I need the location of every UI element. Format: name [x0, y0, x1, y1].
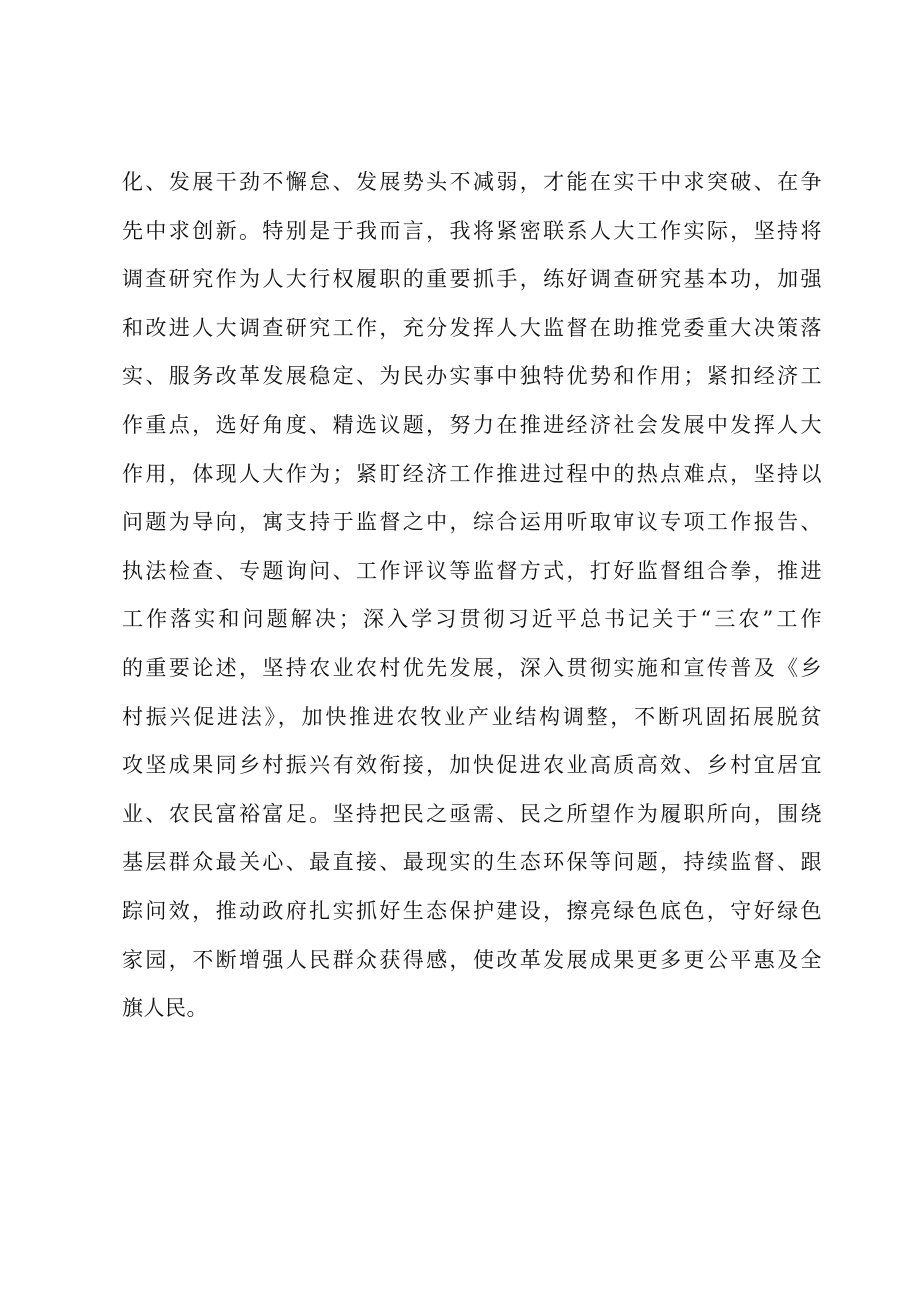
paragraph-line: 调查研究作为人大行权履职的重要抓手，练好调查研究基本功，加强 [122, 267, 822, 292]
paragraph-line: 先中求创新。特别是于我而言，我将紧密联系人大工作实际，坚持将 [122, 218, 822, 243]
paragraph-line: 村振兴促进法》，加快推进农牧业产业结构调整，不断巩固拓展脱贫 [122, 704, 822, 729]
paragraph-line: 基层群众最关心、最直接、最现实的生态环保等问题，持续监督、跟 [122, 850, 822, 875]
paragraph-line: 攻坚成果同乡村振兴有效衔接，加快促进农业高质高效、乡村宜居宜 [122, 753, 822, 778]
paragraph-line: 执法检查、专题询问、工作评议等监督方式，打好监督组合拳，推进 [122, 558, 822, 583]
paragraph-line: 踪问效，推动政府扎实抓好生态保护建设，擦亮绿色底色，守好绿色 [122, 898, 822, 923]
paragraph-line: 的重要论述，坚持农业农村优先发展，深入贯彻实施和宣传普及《乡 [122, 655, 822, 680]
paragraph-line: 家园，不断增强人民群众获得感，使改革发展成果更多更公平惠及全 [122, 947, 822, 972]
paragraph-line: 和改进人大调查研究工作，充分发挥人大监督在助推党委重大决策落 [122, 315, 822, 340]
paragraph-line: 作用，体现人大作为；紧盯经济工作推进过程中的热点难点，坚持以 [122, 461, 822, 486]
paragraph-line: 旗人民。 [122, 996, 208, 1021]
paragraph-line: 工作落实和问题解决；深入学习贯彻习近平总书记关于“三农”工作 [122, 607, 822, 632]
body-paragraph [122, 158, 822, 1033]
paragraph-line: 化、发展干劲不懈怠、发展势头不减弱，才能在实干中求突破、在争 [122, 170, 822, 194]
paragraph-line: 业、农民富裕富足。坚持把民之亟需、民之所望作为履职所向，围绕 [122, 801, 822, 826]
paragraph-line: 问题为导向，寓支持于监督之中，综合运用听取审议专项工作报告、 [122, 510, 822, 535]
paragraph-line: 实、服务改革发展稳定、为民办实事中独特优势和作用；紧扣经济工 [122, 364, 822, 389]
paragraph-line: 作重点，选好角度、精选议题，努力在推进经济社会发展中发挥人大 [122, 412, 822, 437]
